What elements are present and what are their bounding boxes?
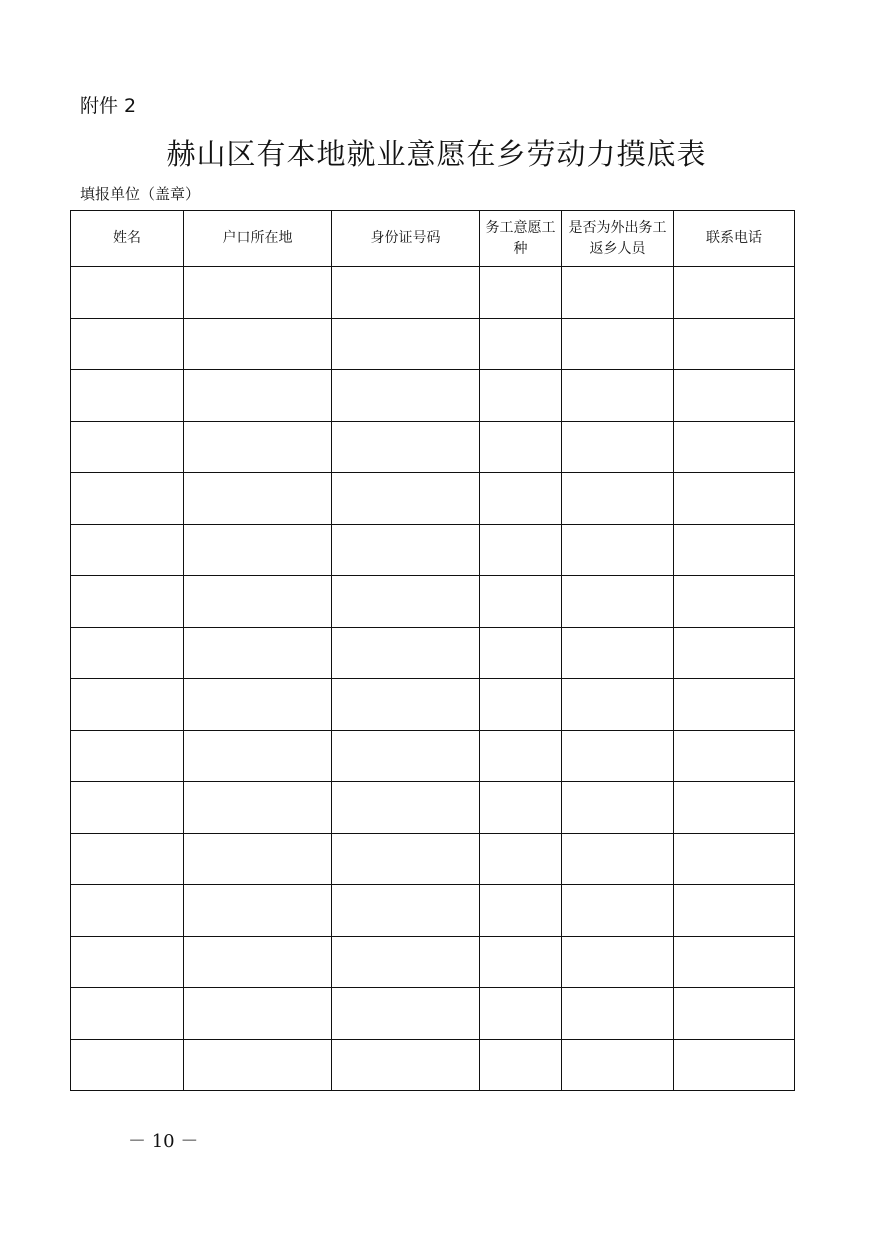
table-cell (674, 421, 795, 473)
table-row (71, 1039, 795, 1091)
table-row (71, 833, 795, 885)
table-cell (184, 473, 332, 525)
table-cell (71, 370, 184, 422)
table-cell (674, 1039, 795, 1091)
table-row (71, 988, 795, 1040)
table-cell (71, 421, 184, 473)
table-cell (184, 1039, 332, 1091)
column-header-desired-job-type: 务工意愿工种 (480, 211, 562, 267)
table-cell (184, 524, 332, 576)
table-cell (71, 730, 184, 782)
table-cell (562, 782, 674, 834)
table-cell (562, 885, 674, 937)
table-row (71, 370, 795, 422)
table-row (71, 421, 795, 473)
table-cell (332, 679, 480, 731)
table-header-row (71, 211, 795, 267)
column-header-name: 姓名 (71, 211, 184, 267)
table-cell (562, 421, 674, 473)
table-row (71, 936, 795, 988)
table-cell (184, 833, 332, 885)
table-cell (480, 730, 562, 782)
table-row (71, 627, 795, 679)
table-cell (71, 1039, 184, 1091)
table-cell (332, 885, 480, 937)
table-cell (184, 679, 332, 731)
table-cell (562, 988, 674, 1040)
table-cell (562, 473, 674, 525)
table-cell (71, 627, 184, 679)
table-cell (562, 627, 674, 679)
table-cell (480, 782, 562, 834)
table-cell (674, 318, 795, 370)
table-cell (562, 1039, 674, 1091)
table-cell (674, 885, 795, 937)
table-cell (480, 318, 562, 370)
column-header-returned-migrant-worker: 是否为外出务工返乡人员 (562, 211, 674, 267)
table-cell (674, 679, 795, 731)
table-row (71, 524, 795, 576)
table-cell (71, 782, 184, 834)
table-cell (480, 936, 562, 988)
table-cell (184, 576, 332, 628)
table-cell (184, 936, 332, 988)
reporting-unit-label: 填报单位（盖章） (80, 185, 201, 203)
table-cell (71, 267, 184, 319)
table-cell (480, 524, 562, 576)
table-cell (332, 318, 480, 370)
table-cell (184, 627, 332, 679)
table-cell (71, 524, 184, 576)
table-cell (674, 936, 795, 988)
table-cell (480, 267, 562, 319)
column-header-contact-phone: 联系电话 (674, 211, 795, 267)
table-cell (480, 679, 562, 731)
table-row (71, 267, 795, 319)
table-cell (71, 473, 184, 525)
table-cell (332, 1039, 480, 1091)
table-cell (71, 885, 184, 937)
table-cell (332, 730, 480, 782)
table-cell (480, 576, 562, 628)
table-cell (332, 267, 480, 319)
table-cell (674, 833, 795, 885)
table-cell (480, 370, 562, 422)
table-row (71, 782, 795, 834)
table-cell (332, 576, 480, 628)
table-cell (674, 370, 795, 422)
table-cell (332, 421, 480, 473)
table-cell (71, 679, 184, 731)
table-cell (562, 833, 674, 885)
table-cell (480, 988, 562, 1040)
table-cell (184, 267, 332, 319)
table-cell (71, 988, 184, 1040)
table-cell (332, 473, 480, 525)
table-cell (71, 833, 184, 885)
table-cell (674, 782, 795, 834)
table-cell (184, 885, 332, 937)
table-row (71, 885, 795, 937)
table-cell (674, 730, 795, 782)
table-cell (674, 473, 795, 525)
page-number: － 10 － (128, 1131, 199, 1152)
table-cell (332, 936, 480, 988)
table-row (71, 679, 795, 731)
table-cell (562, 936, 674, 988)
table-cell (562, 524, 674, 576)
table-cell (71, 576, 184, 628)
table-cell (480, 473, 562, 525)
table-cell (562, 267, 674, 319)
table-cell (674, 267, 795, 319)
table-cell (184, 421, 332, 473)
table-cell (332, 988, 480, 1040)
table-row (71, 576, 795, 628)
table-cell (480, 833, 562, 885)
table-cell (480, 421, 562, 473)
document-title: 赫山区有本地就业意愿在乡劳动力摸底表 (166, 137, 707, 171)
table-cell (480, 885, 562, 937)
table-cell (562, 730, 674, 782)
table-cell (674, 988, 795, 1040)
table-cell (674, 524, 795, 576)
column-header-id-number: 身份证号码 (332, 211, 480, 267)
table-cell (332, 782, 480, 834)
table-row (71, 318, 795, 370)
table-cell (332, 627, 480, 679)
table-cell (480, 1039, 562, 1091)
table-cell (674, 576, 795, 628)
table-cell (184, 988, 332, 1040)
column-header-household-registration: 户口所在地 (184, 211, 332, 267)
table-cell (562, 370, 674, 422)
table-cell (184, 370, 332, 422)
table-row (71, 473, 795, 525)
table-cell (674, 627, 795, 679)
table-cell (184, 318, 332, 370)
table-row (71, 730, 795, 782)
labor-survey-table (70, 210, 795, 1091)
table-body (71, 267, 795, 1091)
table-cell (480, 627, 562, 679)
table-cell (184, 730, 332, 782)
table-cell (332, 370, 480, 422)
table-cell (562, 318, 674, 370)
table-cell (562, 679, 674, 731)
table-cell (332, 524, 480, 576)
table-cell (71, 318, 184, 370)
table-cell (71, 936, 184, 988)
table-cell (184, 782, 332, 834)
table-cell (332, 833, 480, 885)
attachment-label: 附件 2 (80, 95, 137, 117)
table-cell (562, 576, 674, 628)
